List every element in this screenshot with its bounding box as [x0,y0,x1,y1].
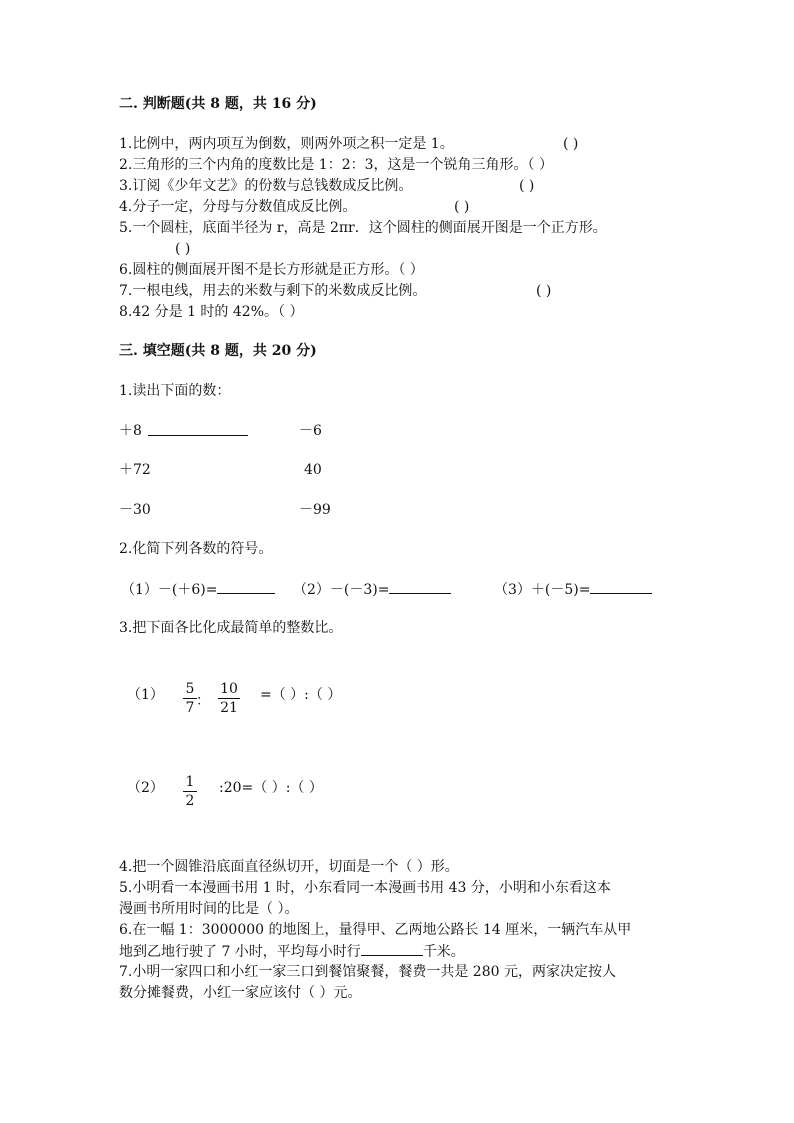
answer-blank-simplify-2[interactable] [389,579,451,594]
fraction-numerator: 10 [220,681,238,697]
section-heading-fill: 三. 填空题(共 8 题，共 20 分) [119,343,317,359]
question-judge-7: 7.一根电线，用去的米数与剩下的米数成反比例。 [119,283,427,299]
question-fill-6-text: 地到乙地行驶了 7 小时，平均每小时行 [119,944,361,960]
ratio-colon: ： [196,693,210,709]
unit-km: 千米。 [422,944,465,960]
number-minus-30: －30 [119,502,151,518]
fraction-10-21 [218,681,240,716]
question-judge-2: 2.三角形的三个内角的度数比是 1：2：3，这是一个锐角三角形。（ ） [119,157,553,173]
simplify-expr-1: （1）－(＋6)= [121,582,218,598]
ratio-label-1: （1） [127,687,164,703]
question-fill-6-line2 [119,941,465,962]
question-fill-2: 2.化简下列各数的符号。 [119,541,273,557]
fraction-1-2 [183,774,197,809]
number-plus-72: ＋72 [119,462,151,478]
answer-blank-plus-8[interactable] [148,421,248,442]
fraction-numerator: 5 [185,681,195,697]
section-heading-judgement: 二. 判断题(共 8 题，共 16 分) [119,96,317,112]
simplify-expr-2: （2）－(－3)= [293,582,390,598]
simplify-item-3 [494,579,652,600]
number-plus-8: ＋8 [119,423,142,439]
fraction-numerator: 1 [185,774,195,790]
question-fill-1: 1.读出下面的数： [119,383,231,399]
number-40: 40 [304,462,322,478]
answer-paren-1[interactable]: ( ) [563,136,579,152]
fraction-bar [183,698,197,699]
ratio-label-2: （2） [127,780,164,796]
answer-paren-5[interactable]: ( ) [175,241,191,257]
question-fill-5-line2: 漫画书所用时间的比是（ ）。 [119,901,299,917]
question-judge-5: 5.一个圆柱，底面半径为 r，高是 2πr．这个圆柱的侧面展开图是一个正方形。 [119,220,607,236]
question-judge-4: 4.分子一定，分母与分数值成反比例。 [119,199,357,215]
question-judge-3: 3.订阅《少年文艺》的份数与总钱数成反比例。 [119,178,413,194]
answer-blank-simplify-3[interactable] [590,579,652,594]
question-fill-4: 4.把一个圆锥沿底面直径纵切开，切面是一个（ ）形。 [119,859,459,875]
number-minus-6: －6 [299,423,322,439]
simplify-item-2 [293,579,451,600]
fraction-5-7 [183,681,197,716]
question-fill-6-line1: 6.在一幅 1：3000000 的地图上，量得甲、乙两地公路长 14 厘米，一辆汽车从甲 [119,922,632,938]
question-fill-5-line1: 5.小明看一本漫画书用 1 时，小东看同一本漫画书用 43 分，小明和小东看这本 [119,880,611,896]
number-minus-99: －99 [299,502,331,518]
question-judge-6: 6.圆柱的侧面展开图不是长方形就是正方形。（ ） [119,262,424,278]
fraction-bar [183,791,197,792]
answer-paren-4[interactable]: ( ) [454,199,470,215]
answer-paren-3[interactable]: ( ) [519,178,535,194]
fraction-denominator: 7 [185,700,195,716]
question-fill-3: 3.把下面各比化成最简单的整数比。 [119,620,343,636]
simplify-item-1 [121,579,275,600]
fraction-denominator: 21 [220,700,238,716]
question-fill-7-line1: 7.小明一家四口和小红一家三口到餐馆聚餐，餐费一共是 280 元，两家决定按人 [119,964,616,980]
fraction-denominator: 2 [185,793,195,809]
answer-blank-speed[interactable] [361,941,423,956]
fraction-bar [218,698,240,699]
answer-blank-simplify-1[interactable] [217,579,275,594]
ratio-answer-2[interactable]: :20=（ ）:（ ） [219,780,323,796]
simplify-expr-3: （3）＋(－5)= [494,582,591,598]
answer-paren-7[interactable]: ( ) [536,283,552,299]
question-judge-1: 1.比例中，两内项互为倒数，则两外项之积一定是 1。 [119,136,454,152]
ratio-answer-1[interactable]: =（ ）:（ ） [260,687,342,703]
question-fill-7-line2: 数分摊餐费，小红一家应该付（ ）元。 [119,985,362,1001]
question-judge-8: 8.42 分是 1 时的 42%。（ ） [119,304,304,320]
